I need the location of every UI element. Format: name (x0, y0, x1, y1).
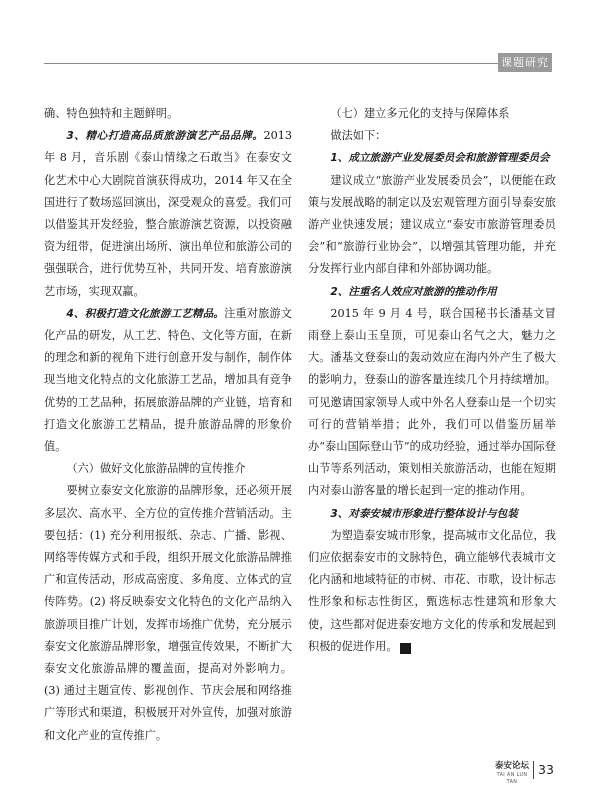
paragraph (308, 125, 556, 147)
header-rule (44, 63, 498, 64)
paragraph (308, 303, 556, 503)
paragraph-text: 做法如下： (330, 129, 387, 143)
paragraph (308, 525, 556, 658)
journal-brand (494, 761, 530, 786)
section-tab: 课题研究 (498, 53, 552, 72)
paragraph-text: 要树立泰安文化旅游的品牌形象，还必须开展多层次、高水平、全方位的宣传推介营销活动。主要包括：(1) 充分利用报纸、杂志、广播、影视、网络等传媒方式和手段，组织开展文化旅游品牌推广和宣传活动，形成高密度、多角度、立体式的宣传阵势。(2) 将反映泰安文化特色的文化产品纳入旅游项目推广计划，发挥市场推广优势，充分展示泰安文化旅游品牌形象，增强宣传效果，不断扩大泰安文化旅游品牌的覆盖面，提高对外影响力。(3) 通过主题宣传、影视创作、节庆会展和网络推广等形式和渠道，积极展开对外宣传，加强对旅游和文化产业的宣传推广。 (44, 484, 292, 742)
paragraph-lead-heading: 3、精心打造高品质旅游演艺产品品牌。 (66, 130, 264, 143)
paragraph-lead-heading: 4、积极打造文化旅游工艺精品。 (66, 307, 225, 320)
section-heading: （七）建立多元化的支持与保障体系 (330, 107, 510, 120)
subsection-heading-text: 2、注重名人效应对旅游的推动作用 (330, 285, 497, 298)
paragraph (44, 303, 292, 458)
right-column (308, 103, 556, 658)
paragraph (44, 480, 292, 746)
page-number: 33 (538, 762, 554, 777)
left-column (44, 103, 292, 747)
paragraph-text: 注重对旅游文化产品的研发，从工艺、特色、文化等方面，在新的理念和新的视角下进行创意开发与制作，制作体现当地文化特点的文化旅游工艺品，增加具有竞争优势的工艺品种，拓展旅游品牌的产业链，培育和打造文化旅游工艺精品，提升旅游品牌的形象价值。 (44, 306, 292, 454)
paragraph (308, 170, 556, 281)
section-heading: （六）做好文化旅游品牌的宣传推介 (66, 462, 246, 476)
journal-brand-romanized: TAI AN LUN TAN (496, 773, 528, 785)
paragraph-text: 2015 年 9 月 4 号，联合国秘书长潘基文冒雨登上泰山玉皇顶，可见泰山名气之大，魅力之大。潘基文登泰山的轰动效应在海内外产生了极大的影响力，登泰山的游客量连续几个月持续增加。可见邀请国家领导人或中外名人登泰山是一个切实可行的营销举措；此外，我们可以借鉴历届举办“泰山国际登山节”的成功经验，通过举办国际登山节等系列活动，策划相关旅游活动，也能在短期内对泰山游客量的增长起到一定的推动作用。 (308, 306, 556, 498)
paragraph-text: 确、特色独特和主题鲜明。 (44, 107, 179, 120)
subsection-heading (308, 503, 556, 525)
footer-separator (533, 761, 534, 779)
subsection-heading-text: 3、对泰安城市形象进行整体设计与包装 (330, 507, 518, 520)
paragraph (44, 125, 292, 303)
journal-brand-name: 泰安论坛 (494, 761, 529, 771)
subsection-heading (308, 147, 556, 169)
article-end-icon: ◙ (400, 643, 411, 654)
paragraph-text: 为塑造泰安城市形象，提高城市文化品位，我们应依据泰安市的文脉特色，确立能够代表城市文化内涵和地域特征的市树、市花、市歌，设计标志性形象和标志性街区，甄选标志性建筑和形象大使，这些都对促进泰安地方文化的传承和发展起到积极的促进作用。 (308, 528, 556, 653)
paragraph-text: 2013 年 8 月，音乐剧《泰山情缘之石敢当》在泰安文化艺术中心大剧院首演获得成功，2014 年又在全国进行了数场巡回演出，深受观众的喜爱。我们可以借鉴其开发经验，整合旅游演艺资源，以投资融资为纽带，促进演出场所、演出单位和旅游公司的强强联合，进行优势互补，共同开发、培育旅游演艺市场，实现双赢。 (44, 129, 292, 298)
subsection-heading (308, 281, 556, 303)
paragraph (44, 103, 292, 125)
subsection-heading-text: 1、成立旅游产业发展委员会和旅游管理委员会 (330, 152, 550, 165)
paragraph-text: 建议成立“旅游产业发展委员会”，以便能在政策与发展战略的制定以及宏观管理方面引导泰安旅游产业快速发展；建议成立“泰安市旅游管理委员会”和“旅游行业协会”，以增强其管理功能，并充分发挥行业内部自律和外部协调功能。 (308, 173, 556, 276)
